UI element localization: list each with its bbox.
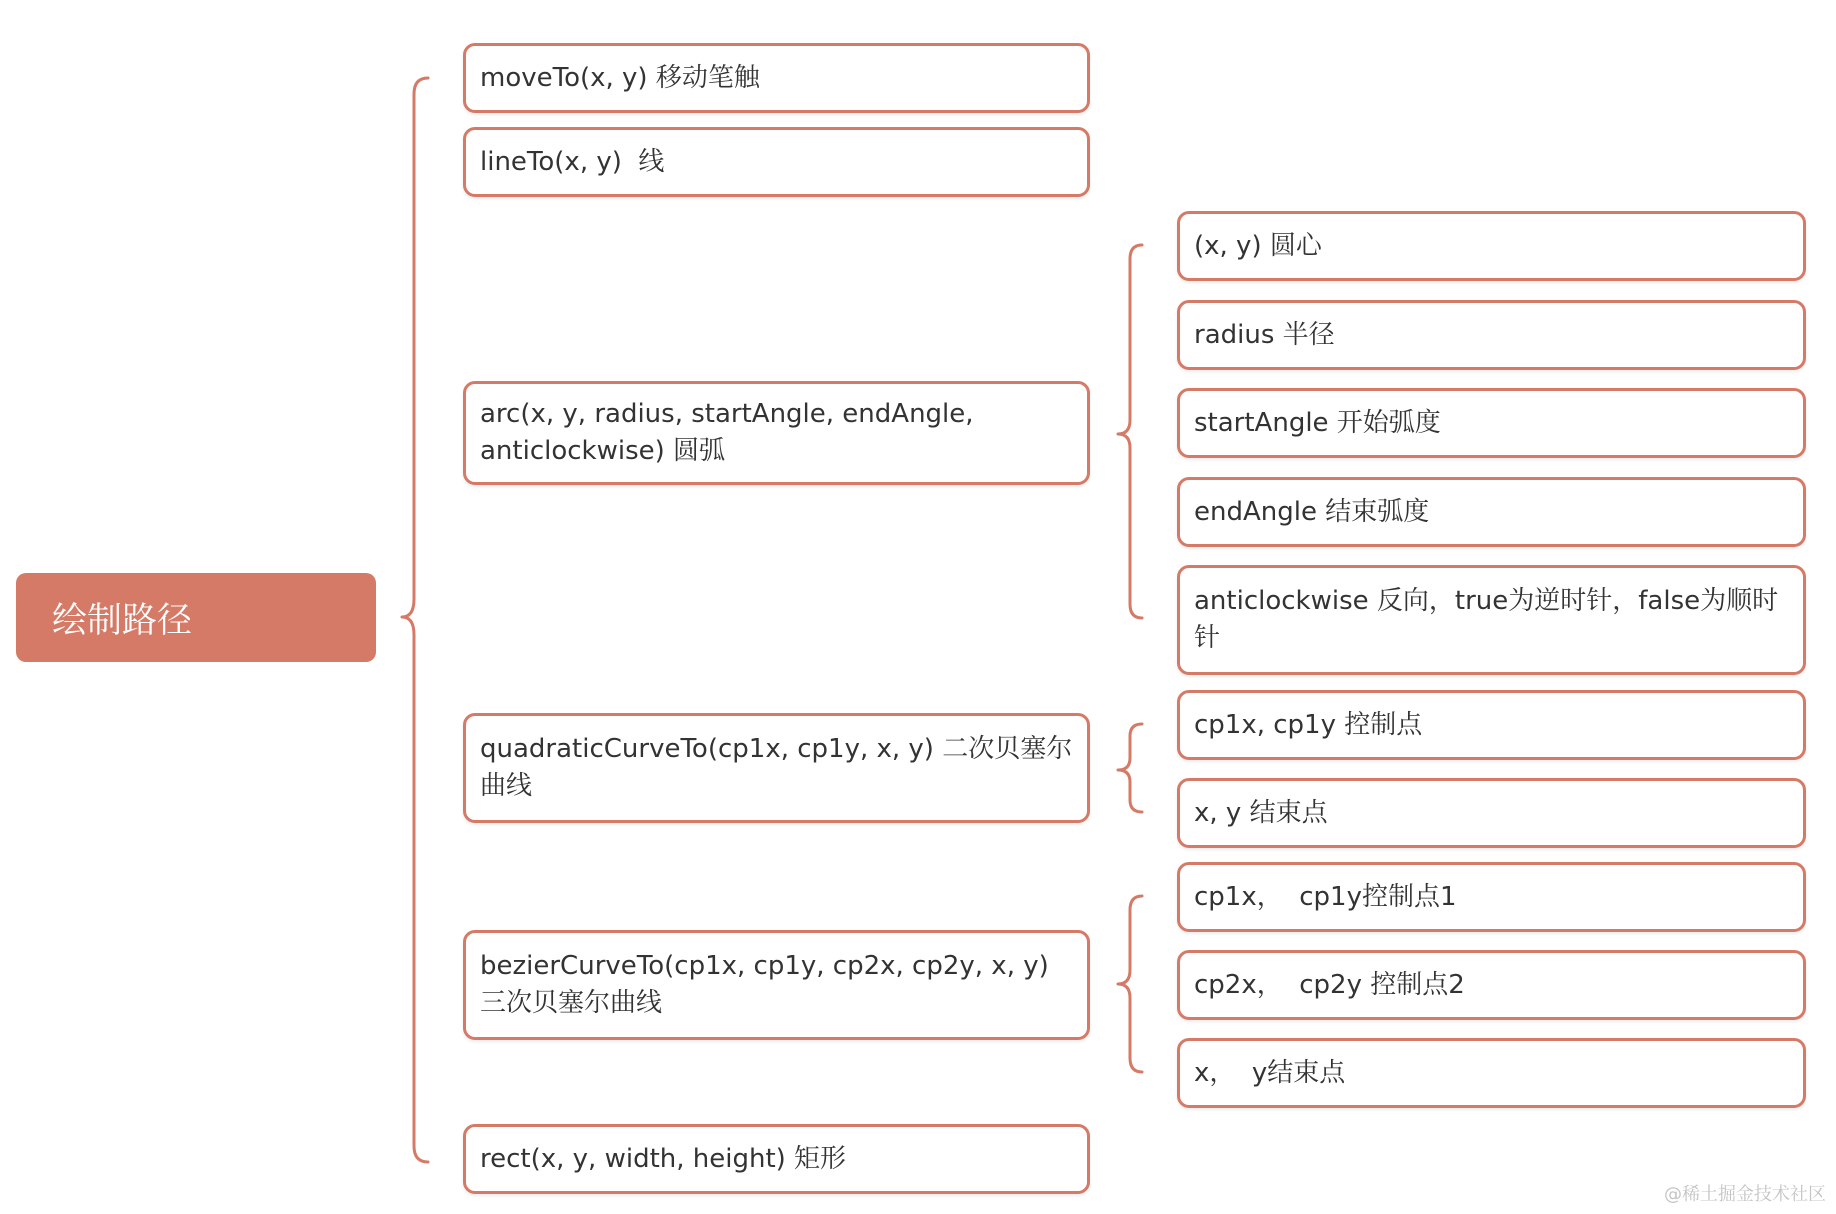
node-arc-center-label: (x, y) 圆心 xyxy=(1194,230,1322,261)
node-quadratic-end xyxy=(1177,778,1806,848)
node-quadratic-label: quadraticCurveTo(cp1x, cp1y, x, y) 二次贝塞尔曲线 xyxy=(480,734,1073,801)
node-arc-startangle xyxy=(1177,388,1806,458)
node-bezier-control2-label: cp2x， cp2y 控制点2 xyxy=(1194,969,1465,1000)
node-arc-radius xyxy=(1177,300,1806,370)
node-arc-radius-label: radius 半径 xyxy=(1194,319,1335,350)
node-bezier-control1 xyxy=(1177,862,1806,932)
node-arc-endangle xyxy=(1177,477,1806,547)
node-lineto-label: lineTo(x, y) 线 xyxy=(480,146,665,177)
brace-bezier xyxy=(1118,896,1142,1072)
brace-main xyxy=(402,78,428,1162)
node-moveto-label: moveTo(x, y) 移动笔触 xyxy=(480,62,760,93)
node-arc-anticlockwise xyxy=(1177,565,1806,675)
node-bezier xyxy=(463,930,1090,1040)
node-quadratic-control-label: cp1x, cp1y 控制点 xyxy=(1194,709,1423,740)
watermark: @稀土掘金技术社区 xyxy=(1664,1184,1826,1205)
node-quadratic-control xyxy=(1177,690,1806,760)
node-arc-center xyxy=(1177,211,1806,281)
node-moveto xyxy=(463,43,1090,113)
root-node xyxy=(16,573,376,662)
brace-quadratic xyxy=(1118,724,1142,812)
node-bezier-control1-label: cp1x， cp1y控制点1 xyxy=(1194,881,1457,912)
node-rect xyxy=(463,1124,1090,1194)
node-quadratic-end-label: x, y 结束点 xyxy=(1194,797,1328,828)
node-bezier-end xyxy=(1177,1038,1806,1108)
node-arc xyxy=(463,381,1090,485)
node-arc-endangle-label: endAngle 结束弧度 xyxy=(1194,496,1430,527)
node-rect-label: rect(x, y, width, height) 矩形 xyxy=(480,1143,847,1174)
node-lineto xyxy=(463,127,1090,197)
root-label: 绘制路径 xyxy=(52,600,193,641)
brace-arc xyxy=(1118,245,1142,618)
node-quadratic xyxy=(463,713,1090,823)
node-arc-label: arc(x, y, radius, startAngle, endAngle, anticlockwise) 圆弧 xyxy=(480,399,974,466)
node-arc-startangle-label: startAngle 开始弧度 xyxy=(1194,407,1441,438)
node-bezier-control2 xyxy=(1177,950,1806,1020)
node-arc-anticlockwise-label: anticlockwise 反向，true为逆时针，false为顺时针 xyxy=(1194,586,1779,653)
node-bezier-label: bezierCurveTo(cp1x, cp1y, cp2x, cp2y, x, y) 三次贝塞尔曲线 xyxy=(480,951,1049,1018)
node-bezier-end-label: x， y结束点 xyxy=(1194,1057,1346,1088)
